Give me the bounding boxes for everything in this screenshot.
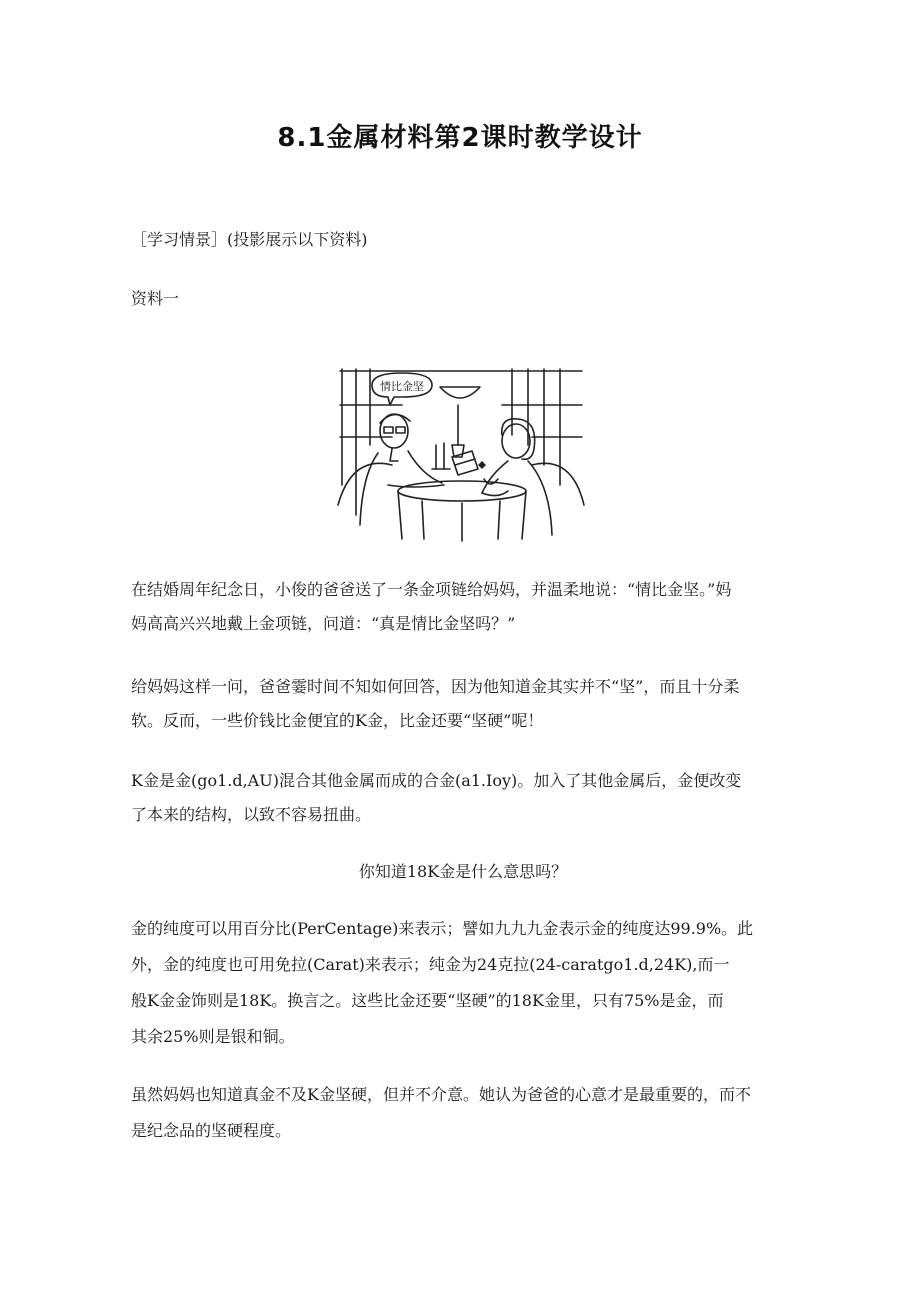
paragraph-5-line-1: 虽然妈妈也知道真金不及K金坚硬，但并不介意。她认为爸爸的心意才是最重要的，而不 <box>131 1085 751 1104</box>
section-heading: ［学习情景］(投影展示以下资料) <box>131 230 368 249</box>
paragraph-1-line-2: 妈高高兴兴地戴上金项链，问道：“真是情比金坚吗？” <box>131 614 516 633</box>
paragraph-3-line-2: 了本来的结构，以致不容易扭曲。 <box>131 805 372 824</box>
speech-bubble-text: 情比金坚 <box>380 380 424 393</box>
paragraph-4-line-1: 金的纯度可以用百分比(PerCentage)来表示；譬如九九九金表示金的纯度达99.9%。此 <box>131 919 754 938</box>
paragraph-2-line-1: 给妈妈这样一问，爸爸霎时间不知如何回答，因为他知道金其实并不“坚”，而且十分柔 <box>131 677 740 696</box>
paragraph-4-line-2: 外，金的纯度也可用免拉(Carat)来表示；纯金为24克拉(24-caratgo1.d,24K),而一 <box>131 955 730 974</box>
paragraph-5-line-2: 是纪念品的坚硬程度。 <box>131 1121 292 1140</box>
paragraph-2-line-2: 软。反而，一些价钱比金便宜的K金，比金还要“坚硬”呢！ <box>131 711 544 730</box>
paragraph-4-line-3: 般K金金饰则是18K。换言之。这些比金还要“坚硬”的18K金里，只有75%是金，而 <box>131 991 724 1010</box>
question-heading: 你知道18K金是什么意思吗？ <box>358 862 568 881</box>
paragraph-4-line-4: 其余25%则是银和铜。 <box>131 1027 295 1046</box>
paragraph-1-line-1: 在结婚周年纪念日，小俊的爸爸送了一条金项链给妈妈，并温柔地说：“情比金坚。”妈 <box>131 580 732 599</box>
paragraph-3-line-1: K金是金(go1.d,AU)混合其他金属而成的合金(a1.Ioy)。加入了其他金属后，金便改变 <box>131 771 742 790</box>
document-title: 8.1金属材料第2课时教学设计 <box>277 123 643 153</box>
material-label: 资料一 <box>131 289 180 308</box>
couple-at-dinner-illustration <box>332 365 590 543</box>
